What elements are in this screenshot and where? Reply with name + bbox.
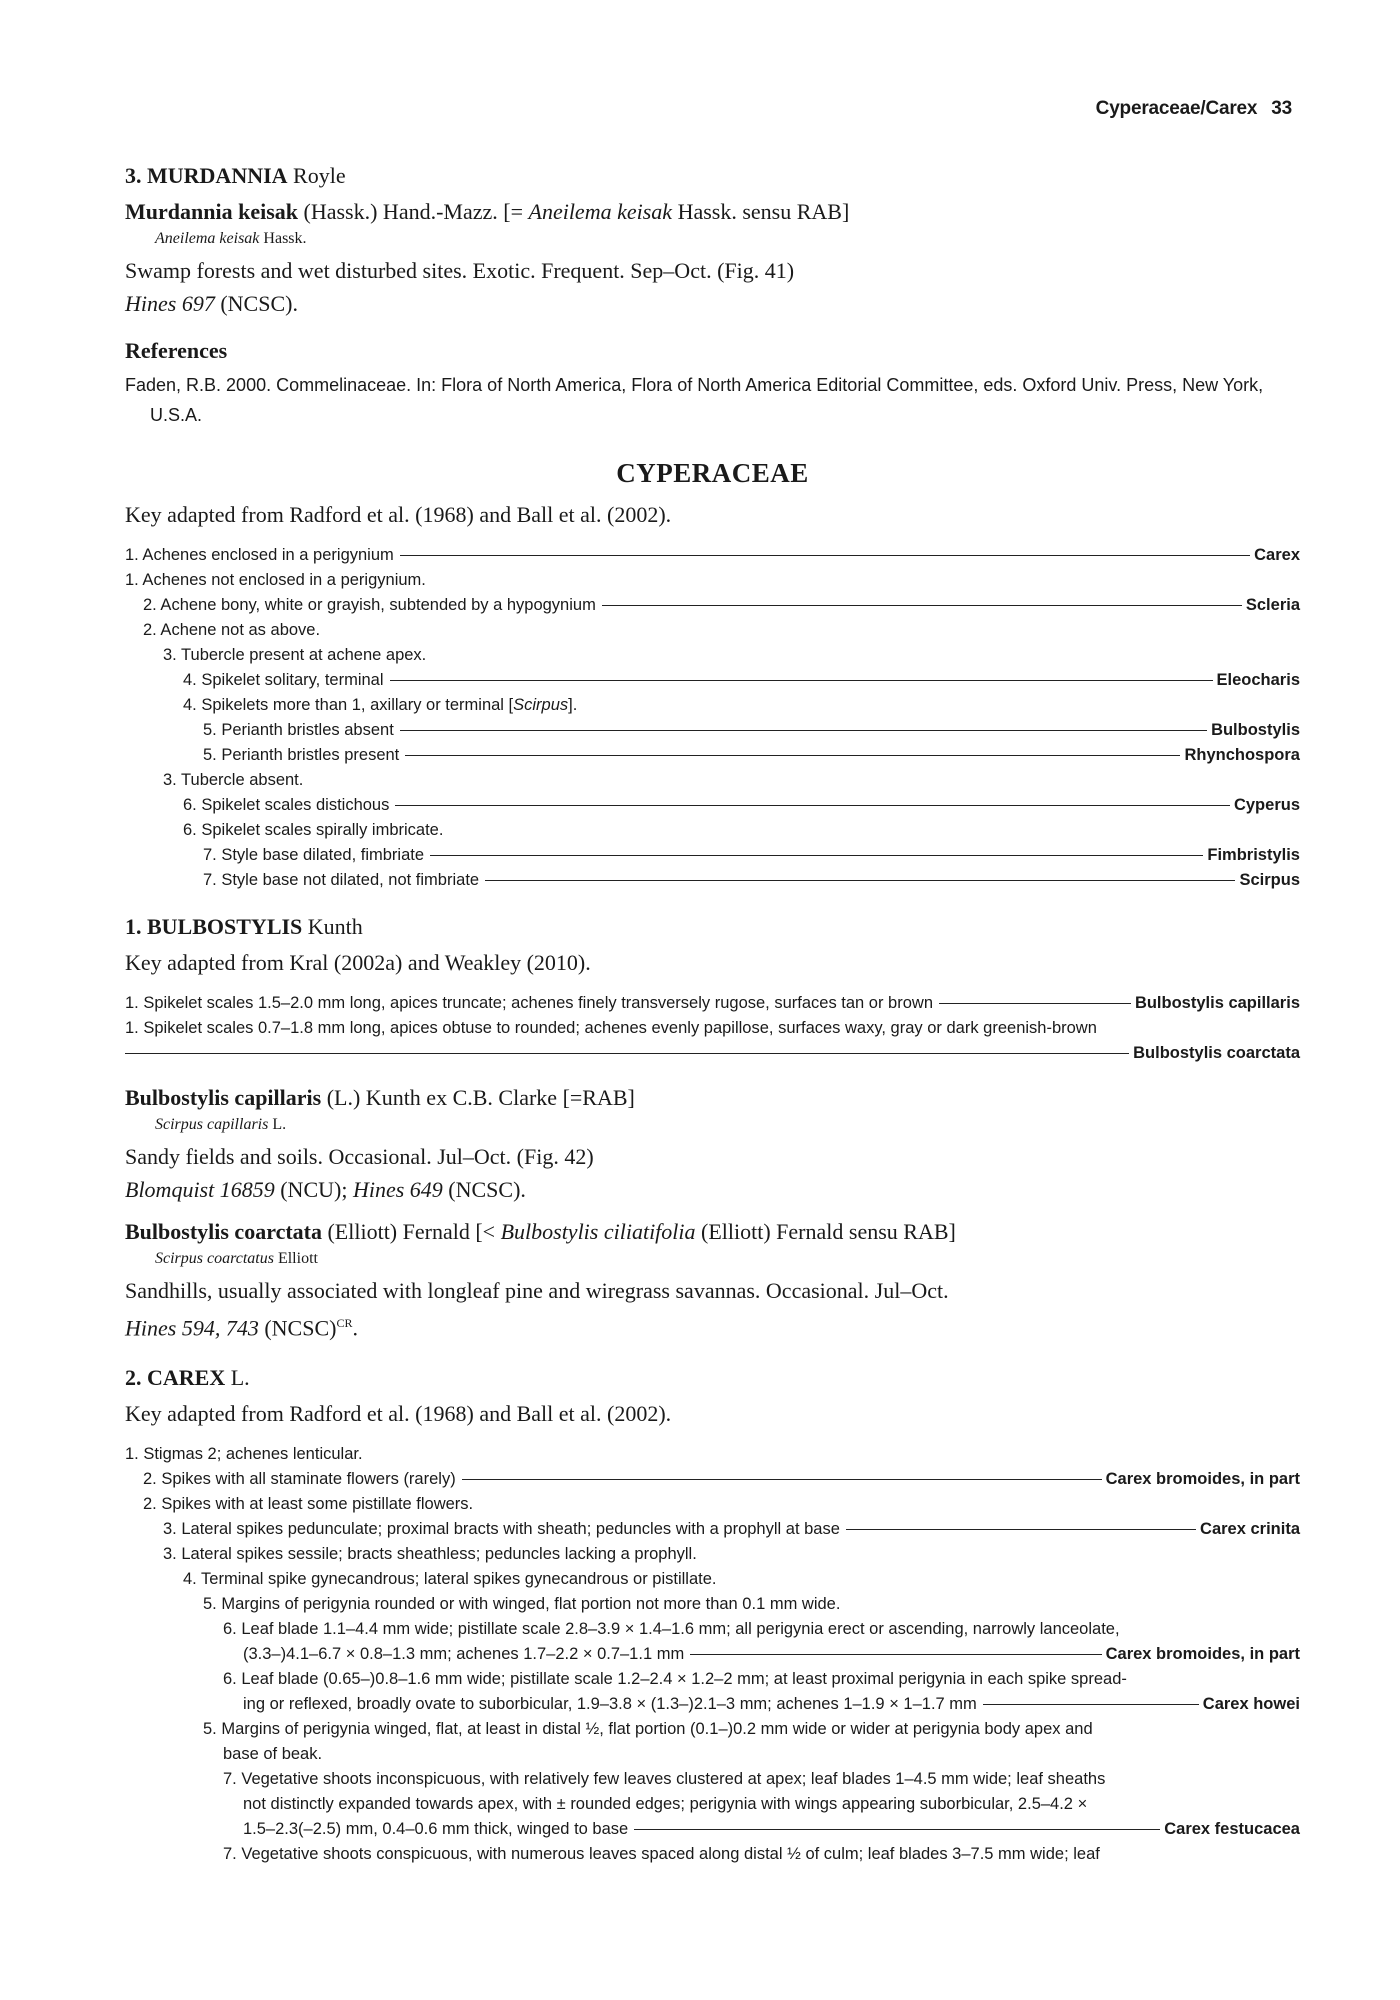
key-line: 2. Achene bony, white or grayish, subtended by a hypogynium Scleria [143, 596, 1300, 614]
page-number: 33 [1271, 98, 1292, 119]
genus-heading-carex: 2. CAREX L. [125, 1365, 250, 1391]
habitat-text: Swamp forests and wet disturbed sites. Exotic. Frequent. Sep–Oct. (Fig. 41) [125, 258, 795, 283]
key-note: Key adapted from Radford et al. (1968) and Ball et al. (2002). [125, 502, 672, 527]
key-line: 1.5–2.3(–2.5) mm, 0.4–0.6 mm thick, winged to base Carex festucacea [243, 1820, 1300, 1839]
key-line: (3.3–)4.1–6.7 × 0.8–1.3 mm; achenes 1.7–2.2 × 0.7–1.1 mm Carex bromoides, in part [243, 1645, 1300, 1664]
key-line: 6. Spikelet scales distichous Cyperus [183, 796, 1300, 814]
family-heading: CYPERACEAE [616, 458, 809, 488]
key-note: Key adapted from Kral (2002a) and Weakley (2010). [125, 950, 591, 975]
key-line: 3. Tubercle present at achene apex. [163, 646, 427, 664]
key-line: 4. Terminal spike gynecandrous; lateral spikes gynecandrous or pistillate. [183, 1570, 717, 1589]
key-line: 7. Style base not dilated, not fimbriate Scirpus [203, 871, 1300, 889]
carex-key [125, 1442, 1300, 1867]
key-line: 4. Spikelet solitary, terminal Eleocharis [183, 671, 1300, 689]
key-line: 7. Style base dilated, fimbriate Fimbristylis [203, 846, 1300, 864]
key-line: 5. Margins of perigynia winged, flat, at least in distal ½, flat portion (0.1–)0.2 mm wide or wider at perigynia body apex and [203, 1720, 1093, 1739]
key-line: 3. Lateral spikes sessile; bracts sheathless; peduncles lacking a prophyll. [163, 1545, 697, 1564]
bulbostylis-key [125, 991, 1300, 1066]
specimen-citation: Blomquist 16859 (NCU); Hines 649 (NCSC). [125, 1177, 526, 1202]
key-line: 5. Perianth bristles present Rhynchospora [203, 746, 1300, 764]
key-note: Key adapted from Radford et al. (1968) and Ball et al. (2002). [125, 1401, 672, 1427]
species-bulbostylis-capillaris: Bulbostylis capillaris (L.) Kunth ex C.B. Clarke [=RAB] [125, 1085, 635, 1110]
synonym: Aneilema keisak Hassk. [155, 230, 307, 247]
running-head [1096, 98, 1292, 120]
genus-heading-murdannia: 3. MURDANNIA Royle [125, 163, 346, 188]
synonym: Scirpus capillaris L. [155, 1116, 287, 1133]
species-murdannia-keisak: Murdannia keisak (Hassk.) Hand.-Mazz. [= Aneilema keisak Hassk. sensu RAB] [125, 199, 850, 224]
habitat-text: Sandy fields and soils. Occasional. Jul–Oct. (Fig. 42) [125, 1144, 594, 1169]
key-line: 5. Perianth bristles absent Bulbostylis [203, 721, 1300, 739]
habitat-text: Sandhills, usually associated with longleaf pine and wiregrass savannas. Occasional. Jul–Oct. [125, 1278, 949, 1303]
key-line: 2. Spikes with all staminate flowers (rarely) Carex bromoides, in part [143, 1470, 1300, 1489]
key-line: 1. Achenes enclosed in a perigynium Carex [125, 546, 1300, 564]
key-line: 5. Margins of perigynia rounded or with winged, flat portion not more than 0.1 mm wide. [203, 1595, 841, 1614]
specimen-citation: Hines 697 (NCSC). [125, 291, 298, 316]
key-line: 2. Achene not as above. [143, 621, 321, 639]
genus-heading-bulbostylis: 1. BULBOSTYLIS Kunth [125, 914, 363, 939]
running-title: Cyperaceae/Carex [1095, 98, 1258, 119]
reference-item: Faden, R.B. 2000. Commelinaceae. In: Flora of North America, Flora of North America Editorial Committee, eds. Oxford Univ. Press, New York, U.S.A. [125, 375, 1264, 425]
key-line: ing or reflexed, broadly ovate to suborbicular, 1.9–3.8 × (1.3–)2.1–3 mm; achenes 1–1.9 × 1–1.7 mm Carex howei [243, 1695, 1300, 1714]
key-line: 4. Spikelets more than 1, axillary or terminal [Scirpus]. [183, 696, 578, 714]
key-line: 1. Achenes not enclosed in a perigynium. [125, 571, 426, 589]
key-line: 7. Vegetative shoots inconspicuous, with relatively few leaves clustered at apex; leaf blades 1–4.5 mm wide; leaf sheaths [223, 1770, 1106, 1789]
key-line: 1. Spikelet scales 1.5–2.0 mm long, apices truncate; achenes finely transversely rugose, surfaces tan or brown Bulbostylis capillaris [125, 994, 1300, 1012]
key-line: 3. Tubercle absent. [163, 771, 304, 789]
key-line: not distinctly expanded towards apex, with ± rounded edges; perigynia with wings appearing suborbicular, 2.5–4.2 × [243, 1795, 1088, 1814]
key-line: 6. Leaf blade (0.65–)0.8–1.6 mm wide; pistillate scale 1.2–2.4 × 1.2–2 mm; at least proximal perigynia in each spike spread- [223, 1670, 1127, 1689]
key-line: Bulbostylis coarctata [125, 1041, 1300, 1066]
synonym: Scirpus coarctatus Elliott [155, 1250, 318, 1267]
key-line: 3. Lateral spikes pedunculate; proximal bracts with sheath; peduncles with a prophyll at base Carex crinita [163, 1520, 1300, 1539]
key-line: 1. Spikelet scales 0.7–1.8 mm long, apices obtuse to rounded; achenes evenly papillose, surfaces waxy, gray or dark greenish-brown [125, 1019, 1097, 1037]
specimen-citation: Hines 594, 743 (NCSC)$^{CR}$. [125, 1315, 358, 1341]
key-line: 1. Stigmas 2; achenes lenticular. [125, 1445, 363, 1464]
key-line: 6. Spikelet scales spirally imbricate. [183, 821, 444, 839]
references-heading: References [125, 338, 228, 363]
key-line: 7. Vegetative shoots conspicuous, with numerous leaves spaced along distal ½ of culm; leaf blades 3–7.5 mm wide; leaf [223, 1845, 1100, 1864]
species-bulbostylis-coarctata: Bulbostylis coarctata (Elliott) Fernald [< Bulbostylis ciliatifolia (Elliott) Fernald sensu RAB] [125, 1219, 956, 1244]
key-line: base of beak. [223, 1745, 323, 1764]
key-line: 2. Spikes with at least some pistillate flowers. [143, 1495, 474, 1514]
cyperaceae-key [125, 543, 1300, 893]
key-line: 6. Leaf blade 1.1–4.4 mm wide; pistillate scale 2.8–3.9 × 1.4–1.6 mm; all perigynia erect or ascending, narrowly lanceolate, [223, 1620, 1120, 1639]
